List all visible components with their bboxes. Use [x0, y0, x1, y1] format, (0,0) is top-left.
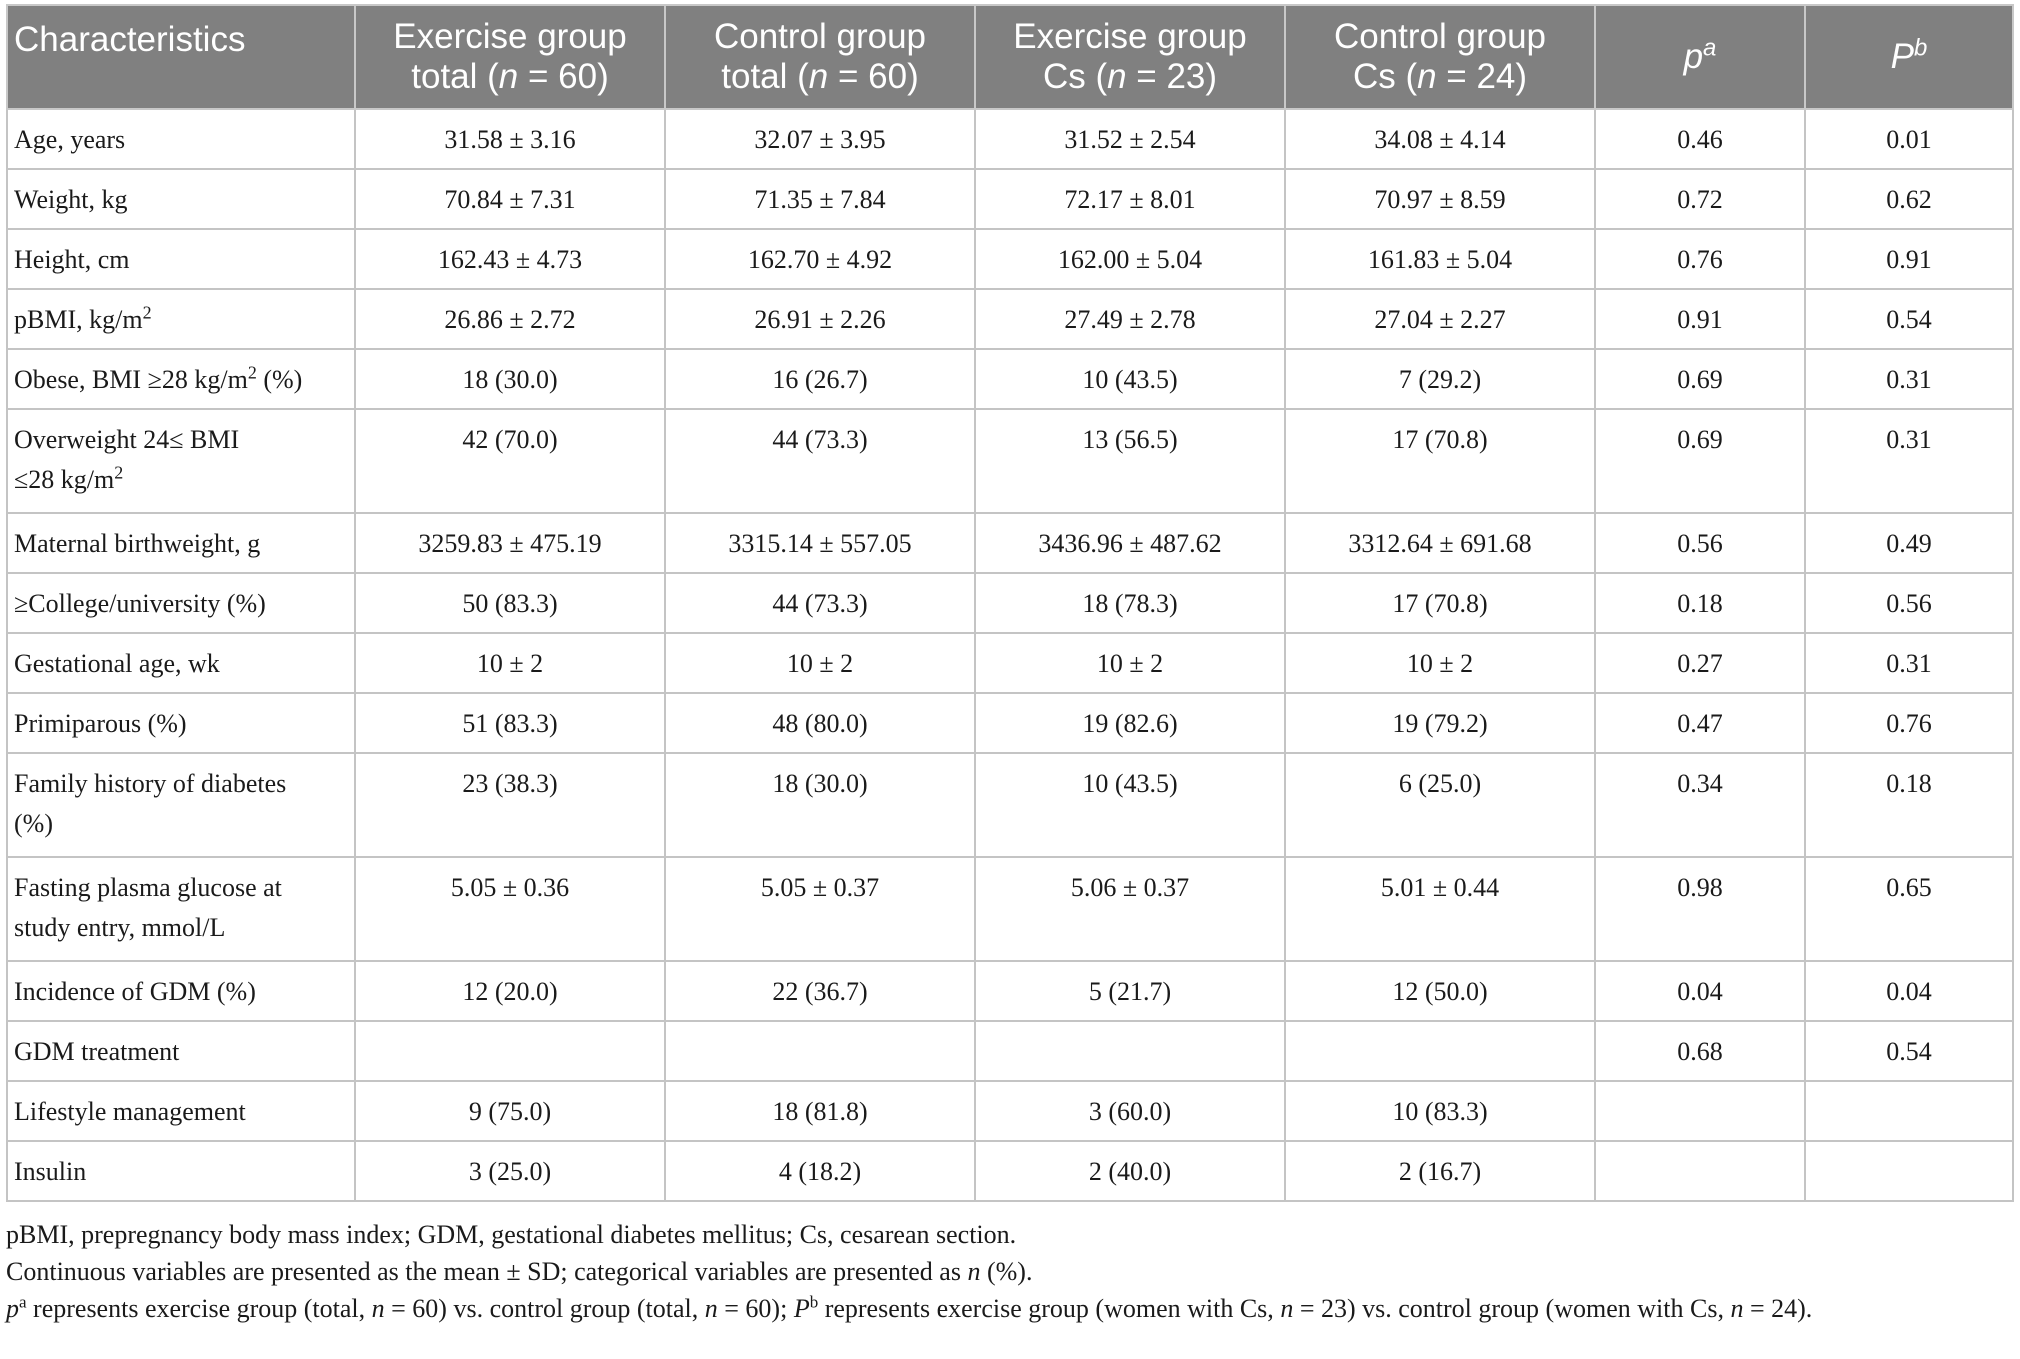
table-row: [7, 573, 2013, 633]
cell-p-a: 0.91: [1595, 289, 1805, 349]
cell-control-total: 5.05 ± 0.37: [665, 857, 975, 961]
cell-exercise-cs: 72.17 ± 8.01: [975, 169, 1285, 229]
cell-exercise-total: 9 (75.0): [355, 1081, 665, 1141]
cell-exercise-total: 51 (83.3): [355, 693, 665, 753]
cell-p-b: [1805, 1081, 2013, 1141]
cell-p-b: 0.04: [1805, 961, 2013, 1021]
cell-control-total: 18 (30.0): [665, 753, 975, 857]
table-row: [7, 109, 2013, 169]
cell-p-a: [1595, 1081, 1805, 1141]
cell-exercise-cs: 10 (43.5): [975, 753, 1285, 857]
cell-control-total: 48 (80.0): [665, 693, 975, 753]
cell-control-cs: 10 ± 2: [1285, 633, 1595, 693]
cell-exercise-cs: 3 (60.0): [975, 1081, 1285, 1141]
table-row: [7, 753, 2013, 857]
cell-control-total: 162.70 ± 4.92: [665, 229, 975, 289]
table-row: [7, 1081, 2013, 1141]
cell-exercise-cs: 162.00 ± 5.04: [975, 229, 1285, 289]
cell-control-total: 44 (73.3): [665, 409, 975, 513]
cell-p-b: 0.49: [1805, 513, 2013, 573]
row-label: Overweight 24≤ BMI ≤28 $kg/m^2$: [7, 409, 355, 513]
table-footnotes: [6, 1216, 2012, 1327]
row-label: Gestational age, wk: [7, 633, 355, 693]
cell-p-b: 0.01: [1805, 109, 2013, 169]
cell-exercise-total: 42 (70.0): [355, 409, 665, 513]
cell-exercise-total: 5.05 ± 0.36: [355, 857, 665, 961]
cell-control-total: 71.35 ± 7.84: [665, 169, 975, 229]
table-row: [7, 1021, 2013, 1081]
cell-p-b: 0.31: [1805, 633, 2013, 693]
row-label: Maternal birthweight, g: [7, 513, 355, 573]
cell-exercise-cs: 13 (56.5): [975, 409, 1285, 513]
cell-exercise-total: 3259.83 ± 475.19: [355, 513, 665, 573]
cell-p-b: 0.62: [1805, 169, 2013, 229]
footnote-comparisons: $p^a$ represents exercise group (total, n = 60) vs. control group (total, n = 60); $P^b$ represents exercise group (women with Cs, n = 23) vs. control group (women with Cs, n = 24).: [6, 1292, 1813, 1323]
cell-control-total: 32.07 ± 3.95: [665, 109, 975, 169]
cell-control-cs: 19 (79.2): [1285, 693, 1595, 753]
header-exercise-total: Exercise group total (n = 60): [355, 5, 665, 109]
row-label: Family history of diabetes (%): [7, 753, 355, 857]
cell-exercise-total: 12 (20.0): [355, 961, 665, 1021]
cell-p-b: 0.54: [1805, 289, 2013, 349]
row-label: Insulin: [7, 1141, 355, 1201]
cell-exercise-cs: 27.49 ± 2.78: [975, 289, 1285, 349]
cell-exercise-total: 10 ± 2: [355, 633, 665, 693]
cell-p-a: 0.69: [1595, 409, 1805, 513]
document: [6, 4, 2012, 1327]
cell-exercise-total: 3 (25.0): [355, 1141, 665, 1201]
row-label: Obese, BMI ≥28 $kg/m^2$ (%): [7, 349, 355, 409]
header-exercise-cs: Exercise group Cs (n = 23): [975, 5, 1285, 109]
footnote-presentation: Continuous variables are presented as the mean ± SD; categorical variables are presented as n (%).: [6, 1257, 1033, 1286]
table-row: [7, 961, 2013, 1021]
cell-control-total: 16 (26.7): [665, 349, 975, 409]
cell-exercise-cs: 3436.96 ± 487.62: [975, 513, 1285, 573]
row-label: Fasting plasma glucose at study entry, mmol/L: [7, 857, 355, 961]
cell-control-cs: 34.08 ± 4.14: [1285, 109, 1595, 169]
cell-p-b: [1805, 1141, 2013, 1201]
cell-p-b: 0.54: [1805, 1021, 2013, 1081]
cell-exercise-total: 26.86 ± 2.72: [355, 289, 665, 349]
cell-control-cs: 3312.64 ± 691.68: [1285, 513, 1595, 573]
row-label: Lifestyle management: [7, 1081, 355, 1141]
characteristics-table: [6, 4, 2014, 1202]
row-label: pBMI, $kg/m^2$: [7, 289, 355, 349]
cell-exercise-cs: [975, 1021, 1285, 1081]
cell-p-a: 0.18: [1595, 573, 1805, 633]
row-label: Age, years: [7, 109, 355, 169]
cell-exercise-cs: 31.52 ± 2.54: [975, 109, 1285, 169]
cell-exercise-cs: 10 (43.5): [975, 349, 1285, 409]
cell-p-a: 0.98: [1595, 857, 1805, 961]
cell-control-cs: 5.01 ± 0.44: [1285, 857, 1595, 961]
cell-control-total: [665, 1021, 975, 1081]
cell-p-a: 0.72: [1595, 169, 1805, 229]
cell-control-total: 22 (36.7): [665, 961, 975, 1021]
cell-exercise-total: 162.43 ± 4.73: [355, 229, 665, 289]
footnote-abbreviations: pBMI, prepregnancy body mass index; GDM, gestational diabetes mellitus; Cs, cesarean section.: [6, 1220, 1017, 1249]
cell-p-b: 0.65: [1805, 857, 2013, 961]
cell-p-b: 0.91: [1805, 229, 2013, 289]
row-label: Primiparous (%): [7, 693, 355, 753]
cell-p-b: 0.31: [1805, 349, 2013, 409]
cell-p-b: 0.76: [1805, 693, 2013, 753]
cell-exercise-cs: 18 (78.3): [975, 573, 1285, 633]
cell-control-cs: [1285, 1021, 1595, 1081]
cell-exercise-cs: 5 (21.7): [975, 961, 1285, 1021]
table-row: [7, 857, 2013, 961]
header-row: [7, 5, 2013, 109]
cell-control-cs: 17 (70.8): [1285, 573, 1595, 633]
cell-p-a: 0.47: [1595, 693, 1805, 753]
cell-control-cs: 10 (83.3): [1285, 1081, 1595, 1141]
row-label: Weight, kg: [7, 169, 355, 229]
cell-p-b: 0.31: [1805, 409, 2013, 513]
cell-exercise-cs: 2 (40.0): [975, 1141, 1285, 1201]
table-row: [7, 513, 2013, 573]
cell-control-cs: 27.04 ± 2.27: [1285, 289, 1595, 349]
table-row: [7, 409, 2013, 513]
table-row: [7, 633, 2013, 693]
table-row: [7, 289, 2013, 349]
cell-p-a: [1595, 1141, 1805, 1201]
cell-p-a: 0.46: [1595, 109, 1805, 169]
table-row: [7, 693, 2013, 753]
cell-exercise-cs: 10 ± 2: [975, 633, 1285, 693]
cell-p-a: 0.56: [1595, 513, 1805, 573]
table-header: [7, 5, 2013, 109]
cell-p-a: 0.76: [1595, 229, 1805, 289]
cell-exercise-total: [355, 1021, 665, 1081]
cell-control-total: 4 (18.2): [665, 1141, 975, 1201]
cell-p-b: 0.56: [1805, 573, 2013, 633]
cell-exercise-cs: 19 (82.6): [975, 693, 1285, 753]
cell-control-total: 44 (73.3): [665, 573, 975, 633]
table-row: [7, 349, 2013, 409]
cell-p-a: 0.34: [1595, 753, 1805, 857]
cell-exercise-cs: 5.06 ± 0.37: [975, 857, 1285, 961]
cell-control-cs: 70.97 ± 8.59: [1285, 169, 1595, 229]
cell-control-cs: 6 (25.0): [1285, 753, 1595, 857]
table-row: [7, 1141, 2013, 1201]
cell-control-cs: 2 (16.7): [1285, 1141, 1595, 1201]
cell-p-a: 0.69: [1595, 349, 1805, 409]
cell-p-a: 0.04: [1595, 961, 1805, 1021]
row-label: ≥College/university (%): [7, 573, 355, 633]
header-p-a: $p^a$: [1595, 5, 1805, 109]
table-row: [7, 229, 2013, 289]
cell-exercise-total: 70.84 ± 7.31: [355, 169, 665, 229]
cell-control-cs: 12 (50.0): [1285, 961, 1595, 1021]
cell-control-total: 18 (81.8): [665, 1081, 975, 1141]
row-label: Incidence of GDM (%): [7, 961, 355, 1021]
header-control-total: Control group total (n = 60): [665, 5, 975, 109]
cell-control-total: 3315.14 ± 557.05: [665, 513, 975, 573]
cell-exercise-total: 18 (30.0): [355, 349, 665, 409]
cell-exercise-total: 31.58 ± 3.16: [355, 109, 665, 169]
header-control-cs: Control group Cs (n = 24): [1285, 5, 1595, 109]
cell-control-cs: 17 (70.8): [1285, 409, 1595, 513]
header-characteristics: Characteristics: [7, 5, 355, 109]
cell-control-total: 26.91 ± 2.26: [665, 289, 975, 349]
cell-exercise-total: 23 (38.3): [355, 753, 665, 857]
cell-exercise-total: 50 (83.3): [355, 573, 665, 633]
cell-p-a: 0.27: [1595, 633, 1805, 693]
header-p-b: $P^b$: [1805, 5, 2013, 109]
cell-p-a: 0.68: [1595, 1021, 1805, 1081]
row-label: Height, cm: [7, 229, 355, 289]
cell-control-cs: 7 (29.2): [1285, 349, 1595, 409]
cell-p-b: 0.18: [1805, 753, 2013, 857]
table-row: [7, 169, 2013, 229]
cell-control-total: 10 ± 2: [665, 633, 975, 693]
row-label: GDM treatment: [7, 1021, 355, 1081]
table-body: [7, 109, 2013, 1201]
cell-control-cs: 161.83 ± 5.04: [1285, 229, 1595, 289]
